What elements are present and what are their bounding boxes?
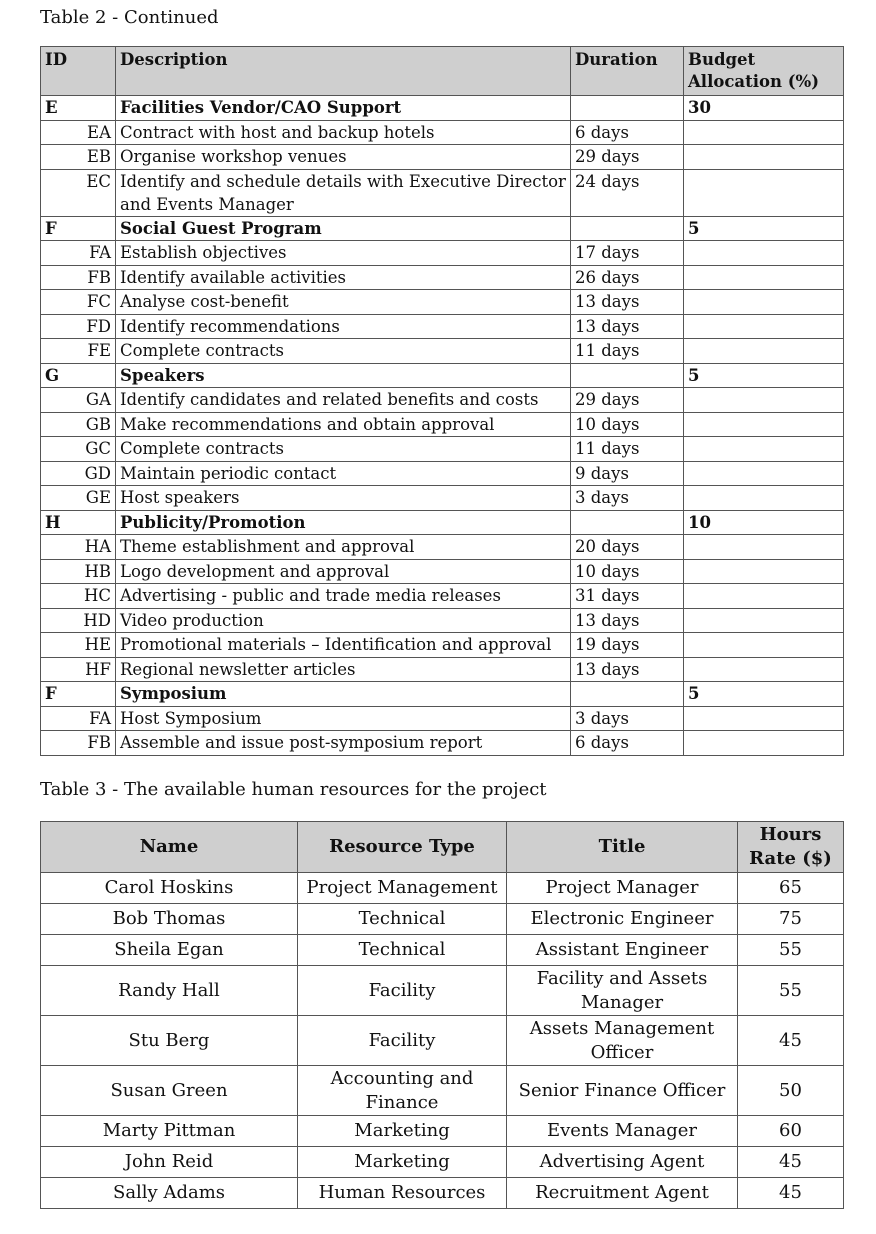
task-description: Host speakers	[116, 486, 571, 511]
task-budget-allocation	[684, 314, 844, 339]
id-column-header: ID	[41, 47, 116, 96]
task-duration: 29 days	[571, 145, 684, 170]
task-description: Advertising - public and trade media releases	[116, 584, 571, 609]
resource-hours-rate: 45	[738, 1147, 844, 1178]
task-row	[41, 633, 844, 658]
title-column-header: Title	[507, 822, 738, 873]
group-budget-allocation: 5	[684, 363, 844, 388]
group-id: F	[41, 682, 116, 707]
group-title: Facilities Vendor/CAO Support	[116, 96, 571, 121]
task-description: Organise workshop venues	[116, 145, 571, 170]
task-description: Contract with host and backup hotels	[116, 120, 571, 145]
task-id: GD	[41, 461, 116, 486]
table3-body	[41, 873, 844, 1209]
group-id: F	[41, 216, 116, 241]
task-description: Identify and schedule details with Executive Director and Events Manager	[116, 169, 571, 216]
task-budget-allocation	[684, 145, 844, 170]
task-id: HC	[41, 584, 116, 609]
task-duration: 17 days	[571, 241, 684, 266]
resource-row	[41, 904, 844, 935]
group-duration	[571, 96, 684, 121]
task-budget-allocation	[684, 535, 844, 560]
group-budget-allocation: 10	[684, 510, 844, 535]
task-budget-allocation	[684, 290, 844, 315]
table2-body	[41, 96, 844, 756]
task-row	[41, 120, 844, 145]
table3-header-row	[41, 822, 844, 873]
task-duration: 10 days	[571, 559, 684, 584]
resource-title: Senior Finance Officer	[507, 1066, 738, 1116]
task-id: HE	[41, 633, 116, 658]
task-duration: 24 days	[571, 169, 684, 216]
task-duration: 13 days	[571, 290, 684, 315]
resource-type: Marketing	[298, 1147, 507, 1178]
resource-row	[41, 935, 844, 966]
resource-title: Recruitment Agent	[507, 1178, 738, 1209]
resource-type: Accounting and Finance	[298, 1066, 507, 1116]
description-column-header: Description	[116, 47, 571, 96]
resource-type-column-header: Resource Type	[298, 822, 507, 873]
task-description: Logo development and approval	[116, 559, 571, 584]
resource-name: John Reid	[41, 1147, 298, 1178]
task-budget-allocation	[684, 608, 844, 633]
group-title: Publicity/Promotion	[116, 510, 571, 535]
resource-row	[41, 1178, 844, 1209]
task-budget-allocation	[684, 437, 844, 462]
task-duration: 19 days	[571, 633, 684, 658]
resource-type: Facility	[298, 1016, 507, 1066]
resource-title: Events Manager	[507, 1116, 738, 1147]
task-group-row	[41, 96, 844, 121]
task-id: FD	[41, 314, 116, 339]
task-budget-allocation	[684, 241, 844, 266]
task-budget-allocation	[684, 706, 844, 731]
task-row	[41, 265, 844, 290]
resource-name: Sheila Egan	[41, 935, 298, 966]
task-id: HD	[41, 608, 116, 633]
resource-title: Electronic Engineer	[507, 904, 738, 935]
task-budget-allocation	[684, 169, 844, 216]
task-budget-allocation	[684, 461, 844, 486]
resource-hours-rate: 45	[738, 1016, 844, 1066]
group-budget-allocation: 5	[684, 216, 844, 241]
task-description: Identify candidates and related benefits and costs	[116, 388, 571, 413]
resource-title: Advertising Agent	[507, 1147, 738, 1178]
group-budget-allocation: 30	[684, 96, 844, 121]
resource-row	[41, 966, 844, 1016]
task-id: GB	[41, 412, 116, 437]
resource-row	[41, 1066, 844, 1116]
task-row	[41, 388, 844, 413]
task-row	[41, 437, 844, 462]
resource-type: Project Management	[298, 873, 507, 904]
task-duration: 13 days	[571, 608, 684, 633]
task-description: Make recommendations and obtain approval	[116, 412, 571, 437]
task-duration: 13 days	[571, 314, 684, 339]
task-description: Assemble and issue post-symposium report	[116, 731, 571, 756]
group-title: Symposium	[116, 682, 571, 707]
task-row	[41, 706, 844, 731]
resource-name: Susan Green	[41, 1066, 298, 1116]
task-description: Host Symposium	[116, 706, 571, 731]
task-budget-allocation	[684, 633, 844, 658]
task-row	[41, 608, 844, 633]
task-duration: 13 days	[571, 657, 684, 682]
task-group-row	[41, 363, 844, 388]
task-budget-allocation	[684, 339, 844, 364]
task-description: Identify recommendations	[116, 314, 571, 339]
task-row	[41, 486, 844, 511]
resource-row	[41, 1147, 844, 1178]
table2-caption: Table 2 - Continued	[40, 7, 219, 28]
task-row	[41, 169, 844, 216]
task-id: GC	[41, 437, 116, 462]
budget-column-header: Budget Allocation (%)	[684, 47, 844, 96]
task-budget-allocation	[684, 731, 844, 756]
group-title: Social Guest Program	[116, 216, 571, 241]
resource-title: Facility and Assets Manager	[507, 966, 738, 1016]
task-budget-allocation	[684, 388, 844, 413]
task-duration: 10 days	[571, 412, 684, 437]
task-duration: 11 days	[571, 437, 684, 462]
task-budget-allocation	[684, 486, 844, 511]
task-group-row	[41, 510, 844, 535]
task-row	[41, 290, 844, 315]
resource-name: Sally Adams	[41, 1178, 298, 1209]
task-description: Establish objectives	[116, 241, 571, 266]
task-id: FE	[41, 339, 116, 364]
task-group-row	[41, 216, 844, 241]
resource-row	[41, 1016, 844, 1066]
task-duration: 6 days	[571, 731, 684, 756]
resource-hours-rate: 65	[738, 873, 844, 904]
task-group-row	[41, 682, 844, 707]
task-row	[41, 657, 844, 682]
table2-header-row	[41, 47, 844, 96]
task-duration: 29 days	[571, 388, 684, 413]
task-id: GA	[41, 388, 116, 413]
resource-type: Facility	[298, 966, 507, 1016]
resource-name: Randy Hall	[41, 966, 298, 1016]
task-description: Complete contracts	[116, 437, 571, 462]
resource-type: Marketing	[298, 1116, 507, 1147]
group-budget-allocation: 5	[684, 682, 844, 707]
task-duration: 9 days	[571, 461, 684, 486]
task-id: EC	[41, 169, 116, 216]
task-duration: 3 days	[571, 706, 684, 731]
task-row	[41, 145, 844, 170]
resource-hours-rate: 50	[738, 1066, 844, 1116]
task-budget-allocation	[684, 412, 844, 437]
task-id: FB	[41, 731, 116, 756]
task-id: GE	[41, 486, 116, 511]
resource-row	[41, 873, 844, 904]
group-title: Speakers	[116, 363, 571, 388]
task-row	[41, 412, 844, 437]
task-id: HA	[41, 535, 116, 560]
task-description: Promotional materials – Identification and approval	[116, 633, 571, 658]
task-row	[41, 559, 844, 584]
resource-hours-rate: 60	[738, 1116, 844, 1147]
task-description: Identify available activities	[116, 265, 571, 290]
name-column-header: Name	[41, 822, 298, 873]
task-description: Regional newsletter articles	[116, 657, 571, 682]
task-row	[41, 339, 844, 364]
resource-name: Bob Thomas	[41, 904, 298, 935]
resource-title: Assistant Engineer	[507, 935, 738, 966]
task-duration: 26 days	[571, 265, 684, 290]
table3-caption: Table 3 - The available human resources for the project	[40, 779, 547, 800]
task-budget-allocation	[684, 559, 844, 584]
hours-rate-column-header: Hours Rate ($)	[738, 822, 844, 873]
resource-hours-rate: 55	[738, 966, 844, 1016]
task-budget-allocation	[684, 120, 844, 145]
project-tasks-table	[40, 46, 844, 756]
task-duration: 11 days	[571, 339, 684, 364]
task-id: FB	[41, 265, 116, 290]
task-description: Complete contracts	[116, 339, 571, 364]
task-description: Analyse cost-benefit	[116, 290, 571, 315]
task-id: FA	[41, 241, 116, 266]
task-id: HB	[41, 559, 116, 584]
task-row	[41, 731, 844, 756]
group-id: H	[41, 510, 116, 535]
task-id: EA	[41, 120, 116, 145]
task-description: Theme establishment and approval	[116, 535, 571, 560]
group-id: G	[41, 363, 116, 388]
resource-hours-rate: 75	[738, 904, 844, 935]
group-duration	[571, 216, 684, 241]
task-description: Maintain periodic contact	[116, 461, 571, 486]
task-duration: 31 days	[571, 584, 684, 609]
task-description: Video production	[116, 608, 571, 633]
resource-name: Stu Berg	[41, 1016, 298, 1066]
task-budget-allocation	[684, 584, 844, 609]
human-resources-table	[40, 821, 844, 1209]
resource-title: Assets Management Officer	[507, 1016, 738, 1066]
task-id: HF	[41, 657, 116, 682]
task-id: FC	[41, 290, 116, 315]
resource-type: Technical	[298, 935, 507, 966]
task-row	[41, 241, 844, 266]
task-duration: 3 days	[571, 486, 684, 511]
task-row	[41, 535, 844, 560]
resource-title: Project Manager	[507, 873, 738, 904]
group-duration	[571, 363, 684, 388]
task-duration: 6 days	[571, 120, 684, 145]
group-duration	[571, 510, 684, 535]
task-row	[41, 314, 844, 339]
group-id: E	[41, 96, 116, 121]
resource-type: Technical	[298, 904, 507, 935]
task-budget-allocation	[684, 657, 844, 682]
task-duration: 20 days	[571, 535, 684, 560]
task-row	[41, 461, 844, 486]
resource-type: Human Resources	[298, 1178, 507, 1209]
task-row	[41, 584, 844, 609]
resource-hours-rate: 45	[738, 1178, 844, 1209]
task-id: EB	[41, 145, 116, 170]
task-id: FA	[41, 706, 116, 731]
task-budget-allocation	[684, 265, 844, 290]
duration-column-header: Duration	[571, 47, 684, 96]
resource-name: Marty Pittman	[41, 1116, 298, 1147]
resource-name: Carol Hoskins	[41, 873, 298, 904]
group-duration	[571, 682, 684, 707]
resource-row	[41, 1116, 844, 1147]
resource-hours-rate: 55	[738, 935, 844, 966]
